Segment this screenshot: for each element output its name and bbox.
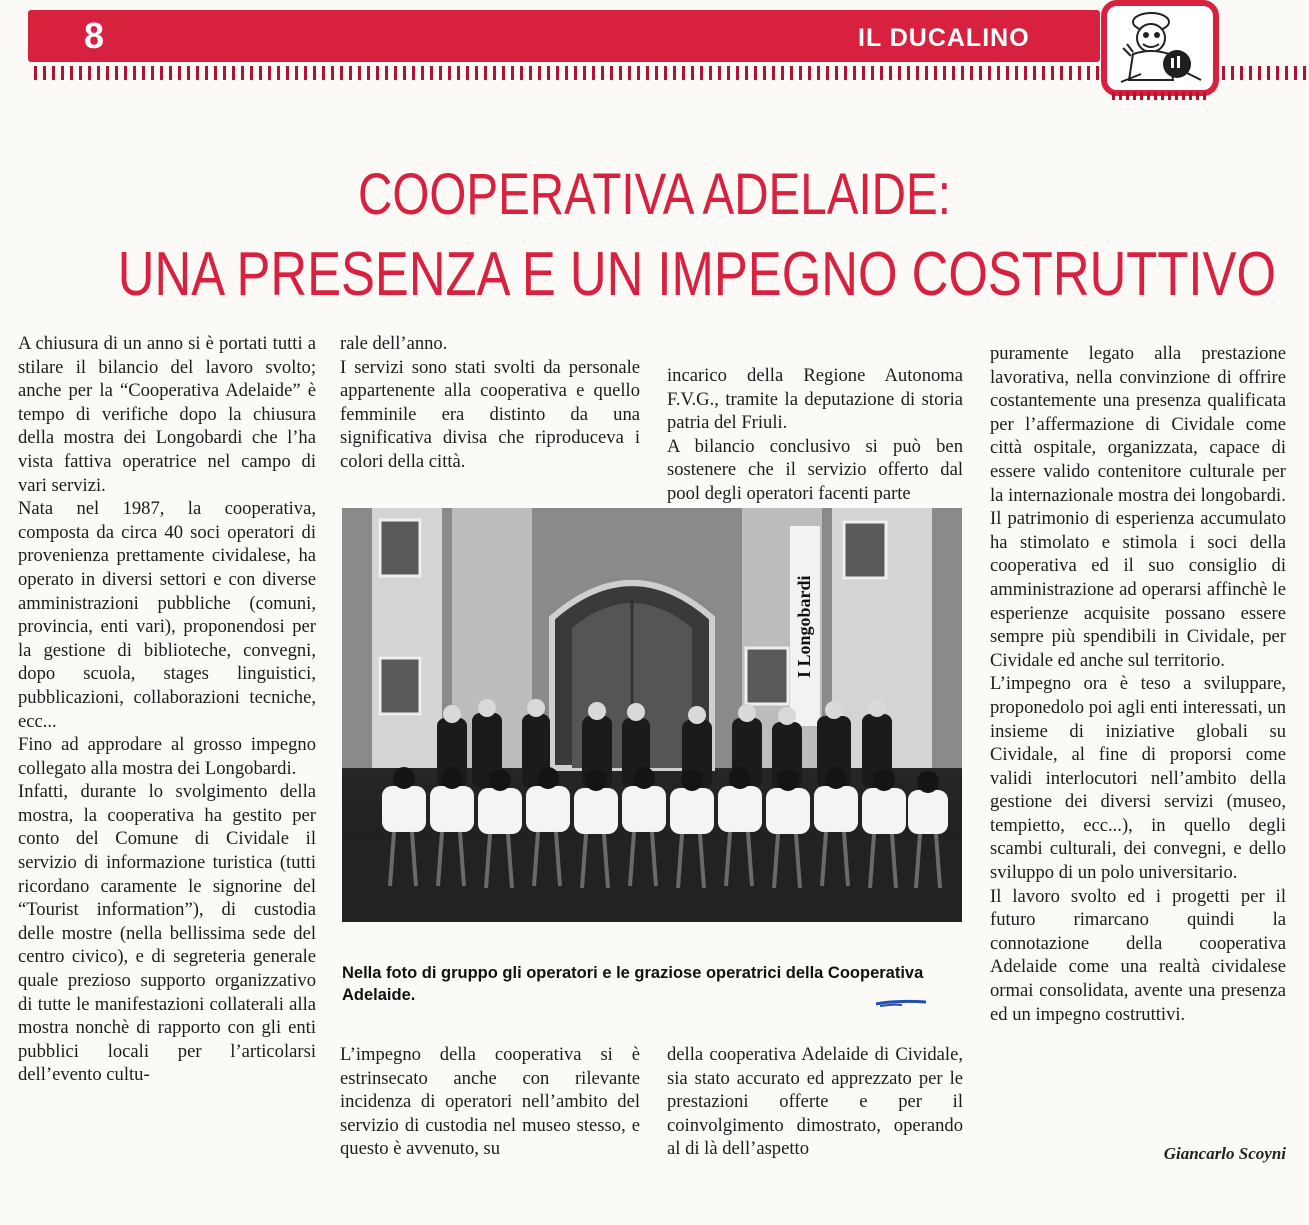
paragraph: Il patrimonio di esperienza accumulato ha stimolato e stimola i soci della cooperativa ed il suo consiglio di amministrazione ad operarsi affinchè le esperienze acquisite possano essere sempre più spendibili in Cividale, per Cividale ed anche sul territorio. (990, 508, 1286, 671)
group-photo (342, 508, 962, 922)
logo-stripe (1112, 92, 1208, 100)
paragraph: A bilancio conclusivo si può ben sostenere che il servizio offerto dal pool degli operatori facenti parte (667, 435, 963, 504)
photo-banner-text: I Longobardi (794, 575, 814, 679)
article-column-3-top (667, 364, 963, 506)
paragraph: A chiusura di un anno si è portati tutti a stilare il bilancio del lavoro svolto; anche per la “Cooperativa Adelaide” è tempo di verifiche dopo la chiusura della mostra dei Longobardi che l’ha vista fattiva operatrice nel campo di vari servizi. (18, 333, 316, 496)
paragraph: della cooperativa Adelaide di Cividale, sia stato accurato ed apprezzato per le prestazioni offerte e per il coinvolgimento dimostrato, operando al di là dell’aspetto (667, 1044, 963, 1160)
header-stripe-right (1222, 66, 1306, 80)
paragraph: Infatti, durante lo svolgimento della mostra, la cooperativa ha gestito per conto del Comune di Cividale il servizio di informazione turistica (tutti ricordano caramente le signorine del “Tourist information”), di custodia delle mostre (nella bellissima sede del centro civico), e di segreteria generale quale prezioso supporto organizzativo di tutte le manifestazioni collaterali alla mostra nonchè di rapporto con gli enti pubblici locali per l’articolarsi dell’evento cultu- (18, 781, 316, 1086)
header-stripe (34, 66, 1102, 80)
article-column-2-bottom (340, 1043, 640, 1161)
publication-name: IL DUCALINO (858, 24, 1030, 52)
publication-logo (1101, 0, 1219, 96)
article-column-1 (18, 332, 316, 1087)
paragraph: puramente legato alla prestazione lavorativa, nella convinzione di offrire costantemente una presenza qualificata per l’affermazione di Cividale come città ospitale, organizzata, capace di essere valido contenitore culturale per la internazionale mostra dei longobardi. (990, 343, 1286, 506)
paragraph: Nata nel 1987, la cooperativa, composta da circa 40 soci operatori di provenienza prettamente cividalese, ha operato in diversi settori e con diverse amministrazioni pubbliche (comuni, provincia, enti vari), proponendosi per la gestione di biblioteche, convegni, dopo scuola, stages linguistici, pubblicazioni, collaborazioni tecniche, ecc... (18, 498, 316, 732)
paragraph: rale dell’anno. (340, 333, 448, 354)
author-signature: Giancarlo Scoyni (1163, 1144, 1286, 1163)
paragraph: L’impegno ora è teso a sviluppare, proponedolo poi agli enti interessati, un insieme di iniziative globali su Cividale, al fine di proporsi come validi interlocutori nell’ambito della gestione dei diversi servizi (museo, tempietto, ecc...), in quello degli scambi culturali, dei convegni, e dello sviluppo di un polo universitario. (990, 673, 1286, 884)
article-column-3-bottom (667, 1043, 963, 1161)
photo-caption: Nella foto di gruppo gli operatori e le graziose operatrici della Cooperativa Adelaide. (342, 964, 924, 1004)
paragraph: I servizi sono stati svolti da personale appartenente alla cooperativa e quello femminile era distinto da una significativa divisa che riproduceva i colori della città. (340, 356, 640, 472)
page-number: 8 (84, 15, 105, 56)
mascot-figure-icon (1111, 8, 1211, 90)
paragraph: L’impegno della cooperativa si è estrinsecato anche con rilevante incidenza di operatori nell’ambito del servizio di custodia nel museo stesso, e questo è avvenuto, su (340, 1044, 640, 1160)
paragraph: Il lavoro svolto ed i progetti per il futuro rimarcano quindi la connotazione della cooperativa Adelaide come una realtà cividalese ormai consolidata, avente una presenza ed un impegno costruttivi. (990, 885, 1286, 1025)
paragraph: Fino ad approdare al grosso impegno collegato alla mostra dei Longobardi. (18, 734, 316, 779)
headline-line-1: COOPERATIVA ADELAIDE: (358, 162, 951, 227)
article-column-2-top (340, 332, 640, 474)
paragraph: incarico della Regione Autonoma F.V.G., tramite la deputazione di storia patria del Friuli. (667, 365, 963, 434)
article-column-4 (990, 342, 1286, 1026)
pen-mark-icon (872, 996, 932, 1010)
headline-line-2: UNA PRESENZA E UN IMPEGNO COSTRUTTIVO (117, 240, 1276, 309)
